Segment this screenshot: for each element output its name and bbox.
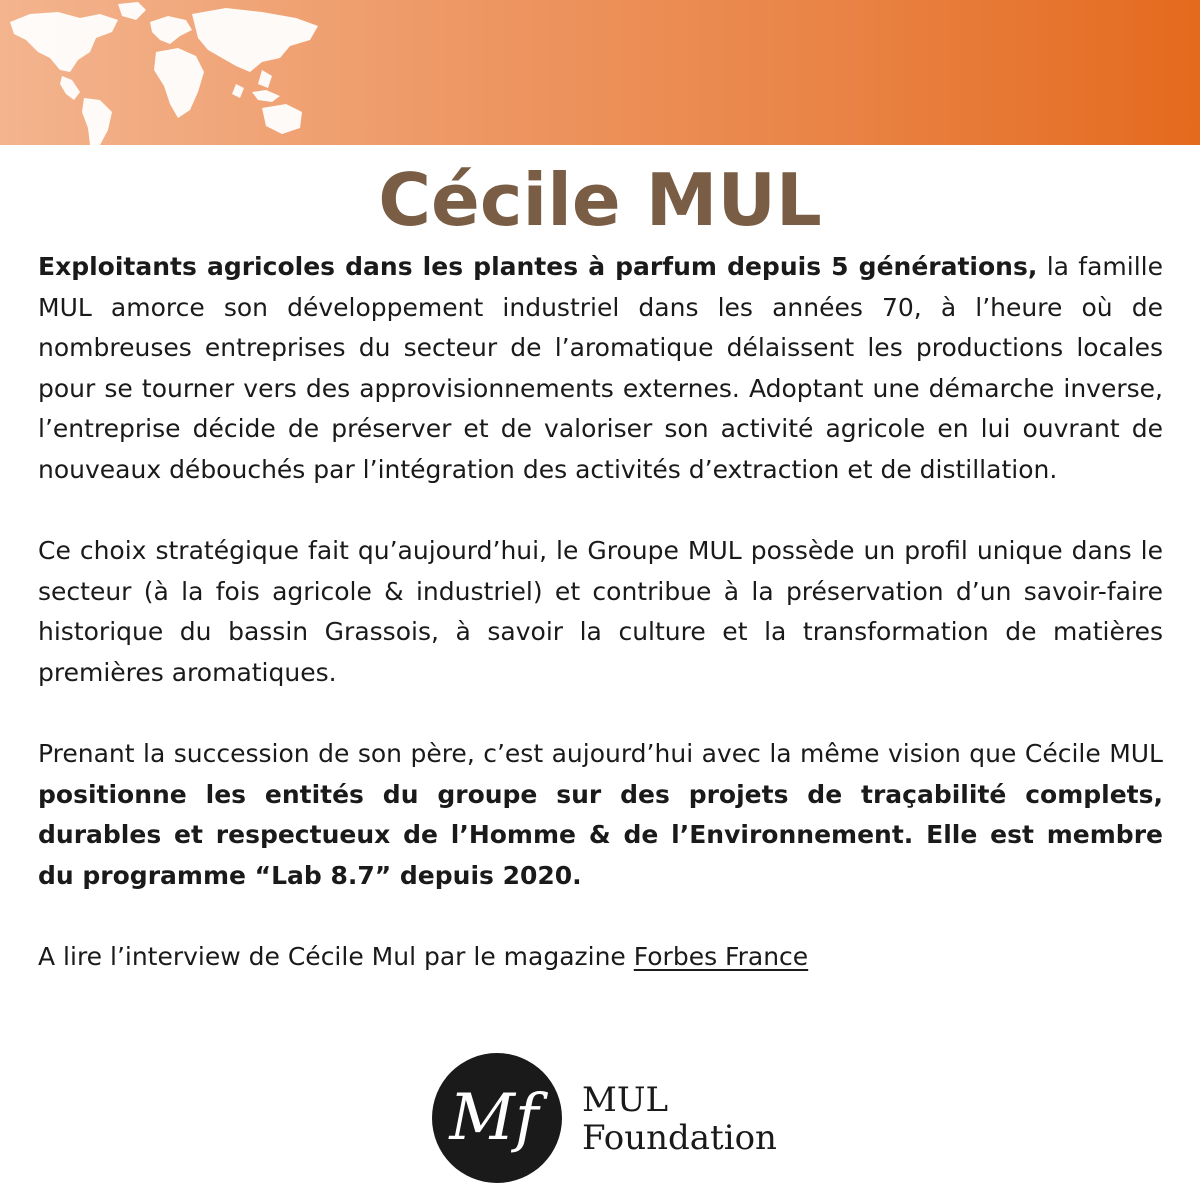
world-map-icon [0, 0, 320, 145]
paragraph-1-text: la famille MUL amorce son développement industriel dans les années 70, à l’heure où de nombreuses entreprises du secteur de l’aromatique délaissent les productions locales pour se tourner vers des approvisionnements externes. Adoptant une démarche inverse, l’entreprise décide de préserver et de valoriser son activité agricole en lui ouvrant de nouveaux débouchés par l’intégration des activités d’extraction et de distillation. [38, 252, 1164, 484]
paragraph-3-bold: positionne les entités du groupe sur des projets de traçabilité complets, durables et respectueux de l’Homme & de l’Environnement. Elle est membre du programme “Lab 8.7” depuis 2020. [38, 779, 1163, 890]
header-banner [0, 0, 1200, 145]
logo-line-1: MUL [582, 1080, 669, 1120]
logo-line-2: Foundation [582, 1118, 777, 1158]
logo-wordmark [582, 1081, 777, 1157]
paragraph-4 [38, 937, 1163, 978]
article-body [38, 247, 1163, 1018]
mul-foundation-logo [432, 1053, 792, 1183]
paragraph-3 [38, 734, 1163, 896]
paragraph-2 [38, 531, 1163, 693]
paragraph-1-bold: Exploitants agricoles dans les plantes à parfum depuis 5 générations, [38, 252, 1038, 281]
paragraph-2-text: Ce choix stratégique fait qu’aujourd’hui, le Groupe MUL possède un profil unique dans le secteur (à la fois agricole & industriel) et contribue à la préservation d’un savoir-faire historique du bassin Grassois, à savoir la culture et la transformation de matières premières aromatiques. [38, 536, 1163, 687]
page-title: Cécile MUL [378, 158, 822, 242]
logo-monogram-text: Mf [449, 1081, 539, 1155]
logo-monogram-icon [432, 1053, 562, 1183]
paragraph-3-text: Prenant la succession de son père, c’est aujourd’hui avec la même vision que Cécile MUL [38, 739, 1163, 769]
paragraph-4-text: A lire l’interview de Cécile Mul par le magazine [38, 942, 634, 972]
paragraph-1 [38, 247, 1163, 491]
forbes-france-link[interactable]: Forbes France [633, 942, 809, 972]
